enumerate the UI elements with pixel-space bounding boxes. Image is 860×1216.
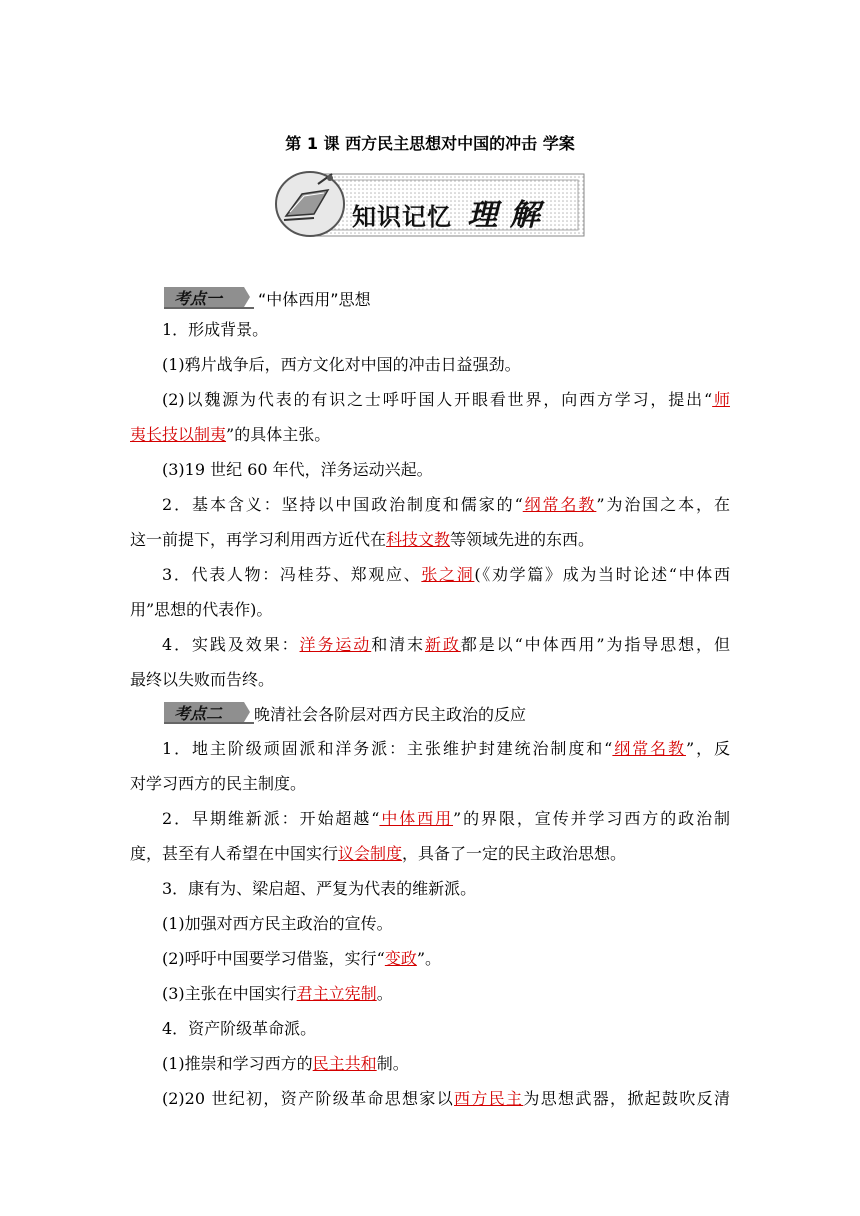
kaodian-2-tag [164, 700, 254, 724]
s2-line-4: 度，甚至有人希望在中国实行议会制度，具备了一定的民主政治思想。 [130, 844, 627, 863]
s1-line-2: (1)鸦片战争后，西方文化对中国的冲击日益强劲。 [162, 355, 521, 374]
keyword: 西方民主 [454, 1089, 524, 1108]
s1-line-4: 夷长技以制夷”的具体主张。 [130, 425, 331, 444]
keyword: 议会制度 [338, 844, 403, 863]
kaodian-2-label: 考点二 [174, 704, 223, 723]
s1-line-11: 最终以失败而告终。 [130, 670, 275, 689]
s2-line-5: 3．康有为、梁启超、严复为代表的维新派。 [162, 879, 477, 898]
keyword: 变政 [384, 949, 417, 968]
knowledge-memory-banner [270, 164, 588, 244]
s1-line-5: (3)19 世纪 60 年代，洋务运动兴起。 [162, 460, 433, 479]
s2-line-3: 2．早期维新派：开始超越“中体西用”的界限，宣传并学习西方的政治制 [162, 809, 730, 828]
banner-text-1: 知识记忆 [352, 203, 452, 231]
s1-line-7: 这一前提下，再学习利用西方近代在科技文教等领域先进的东西。 [130, 530, 595, 549]
keyword: 新政 [424, 635, 461, 654]
s1-line-10: 4．实践及效果：洋务运动和清末新政都是以“中体西用”为指导思想，但 [162, 635, 730, 654]
kaodian-1-tag [164, 285, 254, 309]
keyword: 君主立宪制 [296, 984, 377, 1003]
keyword: 纲常名教 [612, 739, 686, 758]
s1-line-8: 3．代表人物：冯桂芬、郑观应、张之洞(《劝学篇》成为当时论述“中体西 [162, 565, 730, 584]
s2-line-7: (2)呼吁中国要学习借鉴，实行“变政”。 [162, 949, 442, 968]
s2-line-10: (1)推崇和学习西方的民主共和制。 [162, 1054, 409, 1073]
keyword: 夷长技以制夷 [130, 425, 227, 444]
kaodian-1-heading: “中体西用”思想 [258, 290, 371, 309]
s2-line-8: (3)主张在中国实行君主立宪制。 [162, 984, 393, 1003]
keyword: 中体西用 [379, 809, 454, 828]
keyword: 师 [712, 390, 730, 409]
s2-line-2: 对学习西方的民主制度。 [130, 774, 307, 793]
keyword: 科技文教 [386, 530, 451, 549]
s2-line-11: (2)20 世纪初，资产阶级革命思想家以西方民主为思想武器，掀起鼓吹反清 [162, 1089, 730, 1108]
s2-line-1: 1．地主阶级顽固派和洋务派：主张维护封建统治制度和“纲常名教”，反 [162, 739, 730, 758]
s1-line-1: 1．形成背景。 [162, 320, 269, 339]
s2-line-6: (1)加强对西方民主政治的宣传。 [162, 914, 393, 933]
keyword: 民主共和 [312, 1054, 377, 1073]
keyword: 洋务运动 [299, 635, 372, 654]
banner-text-2: 理 解 [467, 198, 541, 233]
s1-line-3: (2)以魏源为代表的有识之士呼吁国人开眼看世界，向西方学习，提出“师 [162, 390, 730, 409]
s2-line-9: 4．资产阶级革命派。 [162, 1019, 317, 1038]
keyword: 纲常名教 [522, 495, 597, 514]
kaodian-2-heading: 晚清社会各阶层对西方民主政治的反应 [254, 705, 527, 724]
s1-line-9: 用”思想的代表作)。 [130, 600, 273, 619]
kaodian-1-label: 考点一 [174, 289, 223, 308]
s1-line-6: 2．基本含义：坚持以中国政治制度和儒家的“纲常名教”为治国之本，在 [162, 495, 730, 514]
keyword: 张之洞 [421, 565, 475, 584]
page-title: 第 1 课 西方民主思想对中国的冲击 学案 [285, 134, 575, 153]
